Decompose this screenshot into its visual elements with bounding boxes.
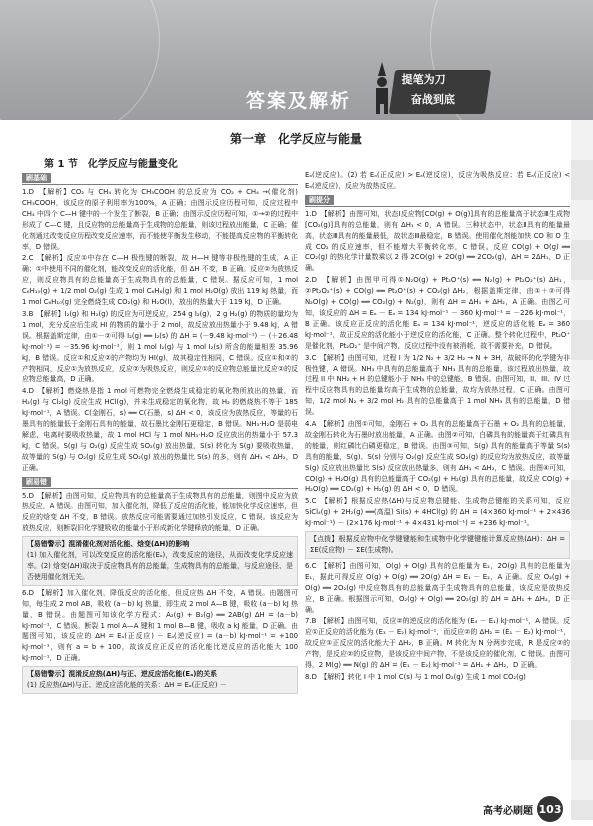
left-column xyxy=(22,170,298,696)
section-tag-row xyxy=(305,194,570,207)
page-header xyxy=(0,0,593,120)
answer-item: 4.D 【解析】燃烧热是指 1 mol 可燃物完全燃烧生成稳定的氧化物所放出的热量，而 H₂(g) 与 Cl₂(g) 反应生成 HCl(g)，并未生成稳定的氧化物，故 H₂ 的燃烧热不等于 185 kJ·mol⁻¹，A 错误。C(金刚石，s) ══ C(石墨，s) ΔH < 0，该反应为放热反应，等量的石墨具有的能量低于金刚石具有的能量，故石墨比金刚石更稳定，B 错误。NH₃·H₂O 是弱电解虑，电离时要吸收热量，故 1 mol HCl 与 1 mol NH₃·H₂O 反应放出的热量小于 57.3 kJ，C 错误。S(g) 与 O₂(g) 反应生成 SO₂(g) 放出热量，S(s) 转化为 S(g) 要吸收热量，故等量的 S(g) 与 O₂(g) 反应生成 SO₂(g) 放出的热量比 S(s) 的多，则有 ΔH₁ < ΔH₂，D 正确。 xyxy=(22,387,298,472)
tip-heading: 【易错警示】混淆催化剂对活化能、焓变(ΔH)的影响 xyxy=(27,540,190,549)
tip-box xyxy=(305,531,570,559)
answer-item: 6.D 【解析】加入催化剂，降低反应的活化能，但反应热 ΔH 不变，A 错误。由题图可知，每生成 2 mol AB，吸收 (a－b) kJ 热量，即生成 2 mol A—B 键，吸收 (a－b) kJ 热量，B 错误。由题图可知该化学方程式：A₂(g) + B₂(g) ══ 2AB(g) ΔH = (a－b) kJ·mol⁻¹，C 错误。断裂 1 mol A—A 键和 1 mol B—B 键，吸收 a kJ 能量，D 正确。由题图可知，该反应的 ΔH = Eₐ(正反应) － Eₐ(逆反应) = (a－b) kJ·mol⁻¹ = +100 kJ·mol⁻¹，则有 a = b + 100，故该反应正反应的活化能比逆反应的活化能大 100 kJ·mol⁻¹，D 正确。 xyxy=(22,588,298,663)
answer-item: 5.C 【解析】根据反应热(ΔH)与反应物总键能、生成物总键能的关系可知，反应 SiCl₄(g) + 2H₂(g) ══(高温) Si(s) + 4HCl(g) 的 ΔH = (4×360 kJ·mol⁻¹ + 2×436 kJ·mol⁻¹) － (2×176 kJ·mol⁻¹ + 4×431 kJ·mol⁻¹) = +236 kJ·mol⁻¹。 xyxy=(305,497,570,528)
tip-body: (1) 加入催化剂，可以改变反应的活化能(Eₐ)，改变反应的途径，从而改变化学反应速率。(2) 焓变(ΔH)取决于反应物具有的总能量，生成物具有的总能量，与反应途径、是否使用催化剂无关。 xyxy=(27,551,293,581)
answer-item: 3.C 【解析】由图可知，过程 I 为 1/2 N₂ + 3/2 H₂ → N + 3H，故破坏的化学键为非极性键，A 错误。NH₃ 中具有的总能量高于 NH₃ 具有的总能量，该过程放出热量，故过程 II 中 NH₂ + H 的总键能小于 NH₃ 中的总键能，B 错误。由图可知，II、III、IV 过程中反应物具有的总能量均高于生成物的总能量，故均为放热过程，C 正确。由图可知，1/2 mol N₂ + 3/2 mol H₂ 具有的总能量高于 1 mol NH₃ 具有的总能量，D 错误。 xyxy=(305,353,570,417)
page-footer xyxy=(483,796,563,822)
answer-item: 7.B 【解析】由图可知，反应②的逆反应的活化能为 (E₄ － E₁) kJ·mol⁻¹，A 错误。反应①正反应的活化能为 (E₃ － E₂) kJ·mol⁻¹，而反应②的 ΔH₂ = (E₁ － E₂) kJ·mol⁻¹，故反应①正反应的活化能大于 ΔH₂，B 正确。M 转化为 N 分两步完成，R 是反应②的产物，是反应②的反应物，是该反应中间产物，不是该反应的催化剂，C 错误。由图可得，2 M(g) ══ N(g) 的 ΔH = (E₁ － E₂) kJ·mol⁻¹ = ΔH₁ + ΔH₂，D 正确。 xyxy=(305,617,570,670)
tip-box xyxy=(22,666,298,694)
slogan-badge xyxy=(389,70,491,114)
answers-title: 答案及解析 xyxy=(246,90,352,112)
chapter-title: 第一章 化学反应与能量 xyxy=(230,132,363,146)
answer-item: 6.C 【解析】由图可知，O(g) + O(g) 具有的总能量为 E₂，2O(g) 具有的总能量为 E₁，据此可得反应 O(g) + O(g) ══ 2O(g) ΔH = E₁ － E₂，A 正确。反应 O₂(g) + O(g) ══ 2O₂(g) 中反应物具有的总能量高于生成物具有的总能量，该反应是放热反应，B 正确。根据图示可知，O₂(g) + O(g) ══ 2O₂(g) 的 ΔH = ΔH₁ + ΔH₂，D 正确。 xyxy=(305,561,570,614)
answer-item: 2.D 【解析】由图甲可得①N₂O(g) + Pt₂O⁺(s) ══ N₂(g) + Pt₂O₂⁺(s) ΔH₁，②Pt₂O₂⁺(s) + CO(g) ══ Pt₂O⁺(s) + CO₂(g) ΔH₂，根据盖斯定律，由①＋②可得 N₂O(g) + CO(g) ══ CO₂(g) + N₂(g)，则有 ΔH = ΔH₁ + ΔH₂，A 正确。由图乙可知，该反应的 ΔH = Eₐ － Eₐ = 134 kJ·mol⁻¹ － 360 kJ·mol⁻¹ = －226 kJ·mol⁻¹，B 正确。该反应正反应的活化能 Eₐ = 134 kJ·mol⁻¹，逆反应的活化能 Eₐ = 360 kJ·mol⁻¹，故正反应的活化能小于逆反应的活化能，C 正确。整个转化过程中，Pt₂O⁺ 是催化剂，Pt₂O₂⁺ 是中间产物，反应过程中没有被消耗，故不需要补充，D 错误。 xyxy=(305,276,570,350)
answer-item: 2.C 【解析】反应①中存在 C—H 极性键的断裂，故 H—H 键等非极性键的生成，A 正确；①中使用不同的催化剂，能改变反应的活化能，但 ΔH 不变，B 正确。反应②为放热反应，则反应物具有的总能量高于生成物具有的总能量，C 错误。据反应可知，1 mol C₆H₁₀(g) + 1/2 mol O₂(g) 生成 1 mol C₆H₆(g) 和 1 mol H₂O(g) 放出 119 kJ 热量，而 1 mol C₆H₁₀(g) 完全燃烧生成 CO₂(g) 和 H₂O(l)，放出的热量大于 119 kJ，D 正确。 xyxy=(22,254,298,307)
answer-item: 1.D 【解析】由图可知，状态Ⅰ反应物[CO(g) + O(g)]具有的总能量高于状态Ⅲ生成物[CO₂(g)]具有的总能量，则有 ΔH₁ < 0，A 错误。三种状态中，状态Ⅱ具有的能量最高，状态Ⅲ具有的能量最低，故状态Ⅲ最稳定，B 错误。使用催化剂能加快 CO 和 O 生成 CO₂ 的反应速率，但不能增大平衡转化率，C 错误。反应 CO(g) + O(g) ══ CO₂(g) 的热化学计量数乘以 2 得 2CO(g) + 2O(g) ══ 2CO₂(g)，ΔH = 2ΔH₁，D 正确。 xyxy=(305,209,570,273)
section-tag: 刷易错 xyxy=(22,477,51,487)
tip-box xyxy=(22,536,298,586)
answer-item: 1.D 【解析】CO₂ 与 CH₄ 转化为 CH₃COOH 的总反应为 CO₂ + CH₄ →(催化剂) CH₃COOH，该反应的原子利用率为100%，A 正确；由图示反应历程可知，反应过程中 CH₄ 中四个 C—H 键中的一个发生了断裂，B 正确；由图示反应历程可知，①→②的过程中形成了 C—C 键，且反应物的总能量高于生成物的总能量，则该过程放出能量，C 正确；催化剂通过改变反应历程改变反应速率，而不能使平衡发生移动，不能提高反应物的平衡转化率，D 错误。 xyxy=(22,188,298,251)
slogan-line1: 提笔为刀 xyxy=(401,73,446,86)
answer-item: 3.B 【解析】I₂(g) 和 H₂(g) 的反应为可逆反应，254 g I₂(g)，2 g H₂(g) 的物质的量均为 1 mol，充分反应后生成 HI 的物质的量小于 2 mol，故反应放出热量小于 9.48 kJ，A 错误。根据盖斯定律，由①－②可得 I₂(g) ══ I₂(s) 的 ΔH = (－9.48 kJ·mol⁻¹) － (＋26.48 kJ·mol⁻¹) = －35.96 kJ·mol⁻¹，则 1 mol I₂(g) 与 1 mol I₂(s) 所含的能量相差 35.96 kJ，B 错误。反应①和反应②的产物均为 HI(g)，故其稳定性相同，C 错误。反应①和②的产物相同，反应①为放热反应，反应②为吸热反应，则反应①的反应物总能量比反应②的反应物总能量高，D 正确。 xyxy=(22,309,298,384)
right-column xyxy=(305,170,570,684)
section-tag-row xyxy=(22,476,298,489)
book-name: 高考必刷题 xyxy=(483,805,533,817)
section-title: 第 1 节 化学反应与能量变化 xyxy=(44,159,178,170)
answer-item: 5.D 【解析】由图可知，反应物具有的总能量高于生成物具有的总能量，则图中反应为放热反应，A 错误。由图可知，加入催化剂，降低了反应的活化能，能加快化学反应速率，但反应的焓变 ΔH 不变，B 错误。放热反应可能需要通过加热引发反应，C 错误。该反应为放热反应，则断裂旧化学键吸收的能量小于形成新化学键释放的能量，D 正确。 xyxy=(22,491,298,533)
answer-item: Eₐ(逆反应)。(2) 若 Eₐ(正反应) > Eₐ(逆反应)，反应为吸热反应；若 Eₐ(正反应) < Eₐ(逆反应)，反应为放热反应。 xyxy=(305,171,570,190)
section-tag-row xyxy=(22,172,298,185)
decor-circle xyxy=(0,0,160,120)
page-edge-decor xyxy=(571,120,593,820)
slogan-line2: 奋战到底 xyxy=(410,93,455,106)
page-number: 103 xyxy=(537,796,563,822)
section-tag: 刷提分 xyxy=(305,195,334,205)
tip-body: (1) 反应热(ΔH)与正、逆反应活化能的关系：ΔH = Eₐ(正反应) － xyxy=(27,681,227,690)
tip-heading: 【易错警示】混淆反应热(ΔH)与正、逆反应活化能(Eₐ)的关系 xyxy=(27,670,218,679)
answer-item: 4.A 【解析】由图①可知，金刚石 + O₂ 具有的总能量高于石墨 + O₂ 具有的总能量，故金刚石转化为石墨时放出能量，A 正确。由图②可知，白磷具有的能量高于红磷具有的能量，则红磷比白磷更稳定，B 错误。由图③可知，S(g) 具有的能量高于等量 S(s) 具有的能量，S(g)、S(s) 分别与 O₂(g) 反应生成 SO₂(g) 的反应均为放热反应，故等量 S(g) 反应放出热量比 S(s) 反应放出热量多，则有 ΔH₁ < ΔH₂，C 错误。由图④可知，CO(g) + H₂O(g) 具有的总能量高于 CO₂(g) + H₂(g) 具有的总能量，故反应 CO(g) + H₂O(g) ══ CO₂(g) + H₂(g) 的 ΔH < 0，D 错误。 xyxy=(305,420,570,494)
answer-item: 8.D 【解析】转化 I 中 1 mol C(s) 与 1 mol O₂(g) 生成 1 mol CO₂(g) xyxy=(305,672,526,681)
section-tag: 刷基础 xyxy=(22,173,51,183)
tip-body: 【点拨】根据反应物中化学键键能和生成物中化学键键能计算反应热(ΔH)：ΔH = ΣE(反应物) － ΣE(生成物)。 xyxy=(310,535,565,554)
